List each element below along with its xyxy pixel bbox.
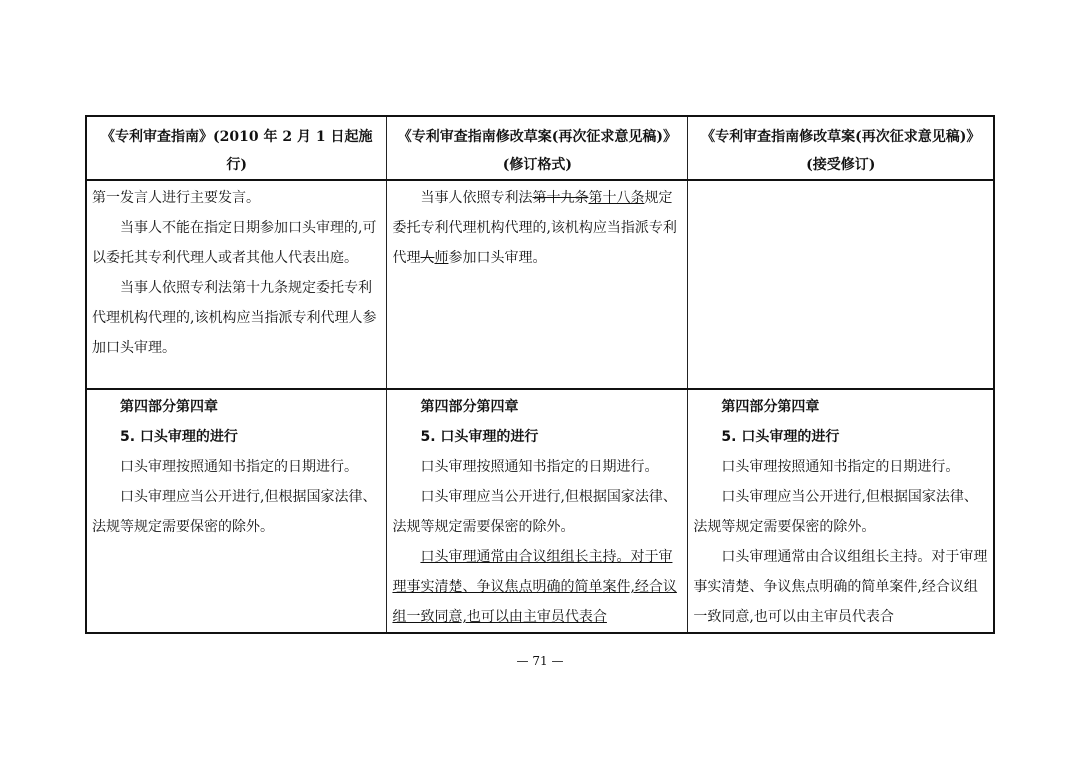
inserted-text: 师 bbox=[434, 250, 449, 266]
deleted-text: 第十九条 bbox=[532, 190, 589, 206]
paragraph: 口头审理应当公开进行,但根据国家法律、法规等规定需要保密的除外。 bbox=[92, 489, 377, 535]
paragraph: 口头审理应当公开进行,但根据国家法律、法规等规定需要保密的除外。 bbox=[392, 489, 677, 535]
paragraph: 口头审理按照通知书指定的日期进行。 bbox=[721, 459, 960, 475]
paragraph: 当事人不能在指定日期参加口头审理的,可以委托其专利代理人或者其他人代表出庭。 bbox=[92, 220, 377, 266]
cell-tracked bbox=[387, 389, 688, 633]
header-original-guide: 《专利审查指南》(2010 年 2 月 1 日起施行) bbox=[86, 116, 387, 180]
inserted-paragraph: 口头审理通常由合议组组长主持。对于审理事实清楚、争议焦点明确的简单案件,经合议组一致同意,也可以由主审员代表合 bbox=[392, 549, 677, 625]
part-heading: 第四部分第四章 bbox=[721, 399, 820, 415]
cell-accepted bbox=[688, 180, 994, 389]
paragraph bbox=[392, 183, 682, 273]
part-heading: 第四部分第四章 bbox=[420, 399, 519, 415]
header-draft-accepted: 《专利审查指南修改草案(再次征求意见稿)》(接受修订) bbox=[688, 116, 994, 180]
cell-original bbox=[86, 389, 387, 633]
text-segment: 当事人依照专利法 bbox=[420, 190, 533, 206]
cell-tracked bbox=[387, 180, 688, 389]
cell-accepted bbox=[688, 389, 994, 633]
section-heading: 5. 口头审理的进行 bbox=[120, 429, 238, 445]
comparison-table bbox=[85, 115, 995, 634]
part-heading: 第四部分第四章 bbox=[120, 399, 218, 415]
paragraph: 口头审理按照通知书指定的日期进行。 bbox=[120, 459, 358, 475]
deleted-text: 人 bbox=[420, 250, 435, 266]
header-row bbox=[86, 116, 994, 180]
section-heading: 5. 口头审理的进行 bbox=[420, 429, 539, 445]
text-segment: 规定委托专利代理机构代理的,该机构应当指派专利代理 bbox=[392, 190, 677, 266]
header-draft-tracked: 《专利审查指南修改草案(再次征求意见稿)》(修订格式) bbox=[387, 116, 688, 180]
table-row bbox=[86, 180, 994, 389]
paragraph: 口头审理按照通知书指定的日期进行。 bbox=[420, 459, 659, 475]
table-row bbox=[86, 389, 994, 633]
cell-original bbox=[86, 180, 387, 389]
paragraph: 口头审理通常由合议组组长主持。对于审理事实清楚、争议焦点明确的简单案件,经合议组一致同意,也可以由主审员代表合 bbox=[693, 549, 988, 625]
paragraph: 第一发言人进行主要发言。 bbox=[92, 190, 260, 206]
page-number: — 71 — bbox=[516, 654, 564, 668]
inserted-text: 第十八条 bbox=[588, 190, 645, 206]
paragraph: 口头审理应当公开进行,但根据国家法律、法规等规定需要保密的除外。 bbox=[693, 489, 978, 535]
section-heading: 5. 口头审理的进行 bbox=[721, 429, 840, 445]
paragraph: 当事人依照专利法第十九条规定委托专利代理机构代理的,该机构应当指派专利代理人参加口头审理。 bbox=[92, 280, 377, 356]
text-segment: 参加口头审理。 bbox=[448, 250, 547, 266]
